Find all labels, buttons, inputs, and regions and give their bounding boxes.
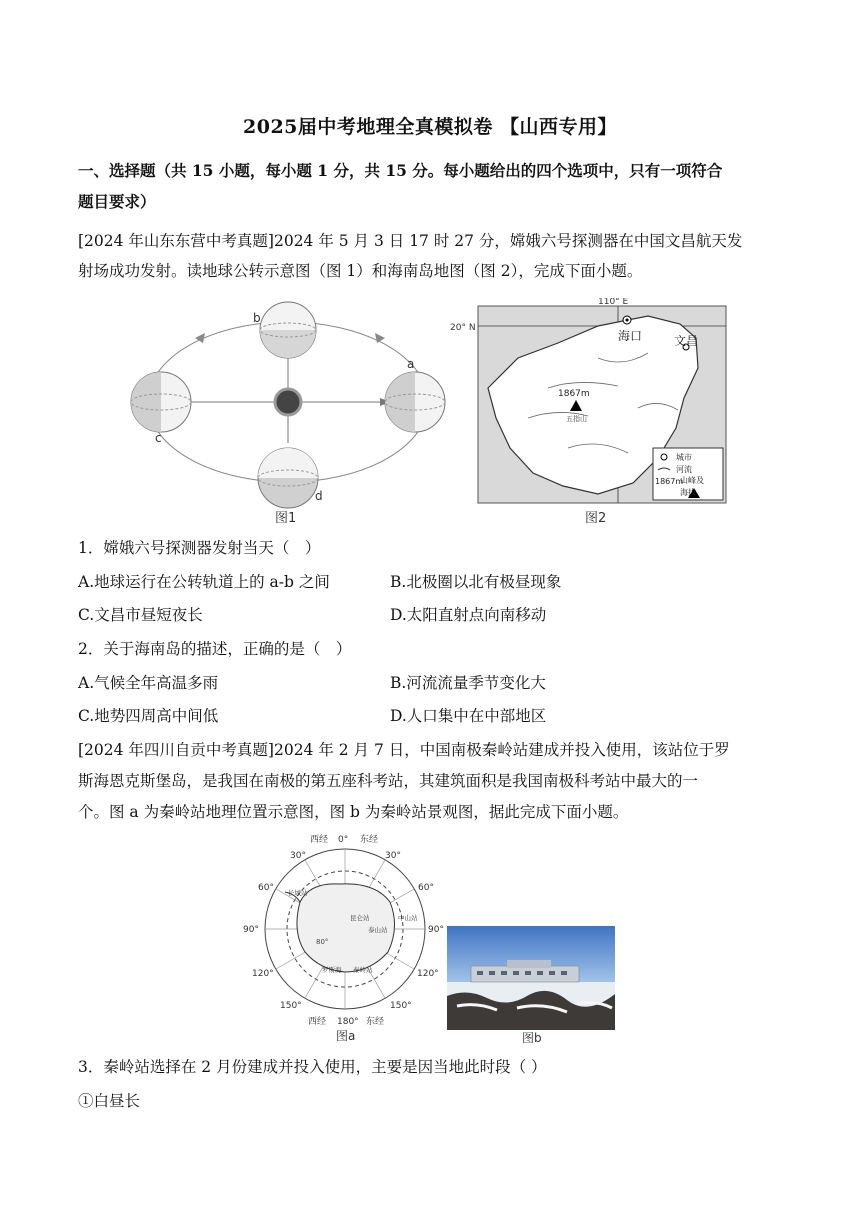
fig1-caption: 图1 [275,511,297,524]
legend-city: 城市 [676,453,692,462]
label-c: c [155,431,162,445]
station-kunlun: 昆仑站 [350,914,370,922]
q1-stem: 1．嫦娥六号探测器发射当天（ ） [78,539,321,557]
passage2-line3: 个。图 a 为秦岭站地理位置示意图，图 b 为秦岭站景观图，据此完成下面小题。 [78,803,629,821]
fig2-caption: 图2 [585,511,607,526]
globe-d [258,448,318,508]
label-d: d [315,489,323,503]
peak-name: 五指山 [566,415,587,423]
figa-150-left: 150° [280,1001,302,1011]
figa-top-right: 东经 [360,835,379,845]
figa-60-left: 60° [258,883,274,893]
q3-option-1[interactable]: ①白昼长 [78,1092,141,1110]
q1-option-a[interactable]: A.地球运行在公转轨道上的 a-b 之间 [78,573,330,591]
figa-150-right: 150° [390,1001,412,1011]
hainan-map-figure [448,298,734,526]
passage2-line2: 斯海恩克斯堡岛，是我国在南极的第五座科考站，其建筑面积是我国南极科考站中最大的一 [78,772,699,790]
figa-top-zero: 0° [338,835,349,845]
label-a: a [407,357,415,371]
peak-elevation: 1867m [558,389,590,399]
station-taishan: 泰山站 [368,926,388,934]
figa-30-right: 30° [385,851,401,861]
passage1-line2: 射场成功发射。读地球公转示意图（图 1）和海南岛地图（图 2），完成下面小题。 [78,262,643,280]
figa-inner-80: 80° [316,938,329,946]
legend-peak: 山峰及 [680,476,704,485]
latitude-label: 20° N [450,323,476,333]
globe-a [385,372,445,432]
city-wenchang: 文昌 [674,334,699,348]
figa-top-left: 西经 [310,835,329,845]
q1-option-b[interactable]: B.北极圈以北有极昼现象 [390,573,562,591]
q1-option-d[interactable]: D.太阳直射点向南移动 [390,606,547,624]
q2-option-c[interactable]: C.地势四周高中间低 [78,707,219,725]
figa-bottom-left: 西经 [308,1017,327,1027]
figa-120-right: 120° [417,969,439,979]
globe-c [131,372,191,432]
longitude-label: 110° E [598,298,629,307]
globe-b [260,302,316,358]
figa-90-left: 90° [243,925,259,935]
earth-revolution-figure [125,298,455,524]
antarctic-map-figure [240,832,450,1044]
figa-60-right: 60° [418,883,434,893]
q1-option-c[interactable]: C.文昌市昼短夜长 [78,606,203,624]
q2-option-b[interactable]: B.河流流量季节变化大 [390,674,546,692]
station-changcheng: 长城站 [288,889,308,897]
city-haikou: 海口 [618,329,643,343]
figa-bottom-right: 东经 [366,1017,385,1027]
figa-30-left: 30° [290,851,306,861]
figa-bottom-180: 180° [337,1017,359,1027]
figa-caption: 图a [336,1029,356,1043]
section-heading-line1: 一、选择题（共 15 小题，每小题 1 分，共 15 分。每小题给出的四个选项中，只有一项符合 [78,161,723,180]
section-heading-line2: 题目要求） [78,192,156,211]
q2-option-d[interactable]: D.人口集中在中部地区 [390,707,547,725]
figa-120-left: 120° [252,969,274,979]
figa-90-right: 90° [428,925,444,935]
passage1-line1: [2024 年山东东营中考真题]2024 年 5 月 3 日 17 时 27 分，嫦娥六号探测器在中国文昌航天发 [78,232,743,250]
station-zhongshan: 中山站 [398,914,418,922]
q2-stem: 2．关于海南岛的描述，正确的是（ ） [78,640,352,658]
q3-stem: 3．秦岭站选择在 2 月份建成并投入使用，主要是因当地此时段（ ） [78,1058,547,1076]
figb-caption: 图b [522,1031,542,1044]
page-title: 2025届中考地理全真模拟卷 【山西专用】 [243,116,617,138]
legend-river: 河流 [676,465,692,474]
sea-ross: 罗斯海 [322,966,342,974]
legend-elev: 海拔 [680,488,696,497]
label-b: b [253,311,261,325]
legend-peak-elev: 1867m [655,477,684,486]
q2-option-a[interactable]: A.气候全年高温多雨 [78,674,219,692]
station-qinling: 秦岭站 [353,966,373,974]
passage2-line1: [2024 年四川自贡中考真题]2024 年 2 月 7 日，中国南极秦岭站建成并投入使用，该站位于罗 [78,741,730,759]
qinling-station-photo [447,926,615,1044]
